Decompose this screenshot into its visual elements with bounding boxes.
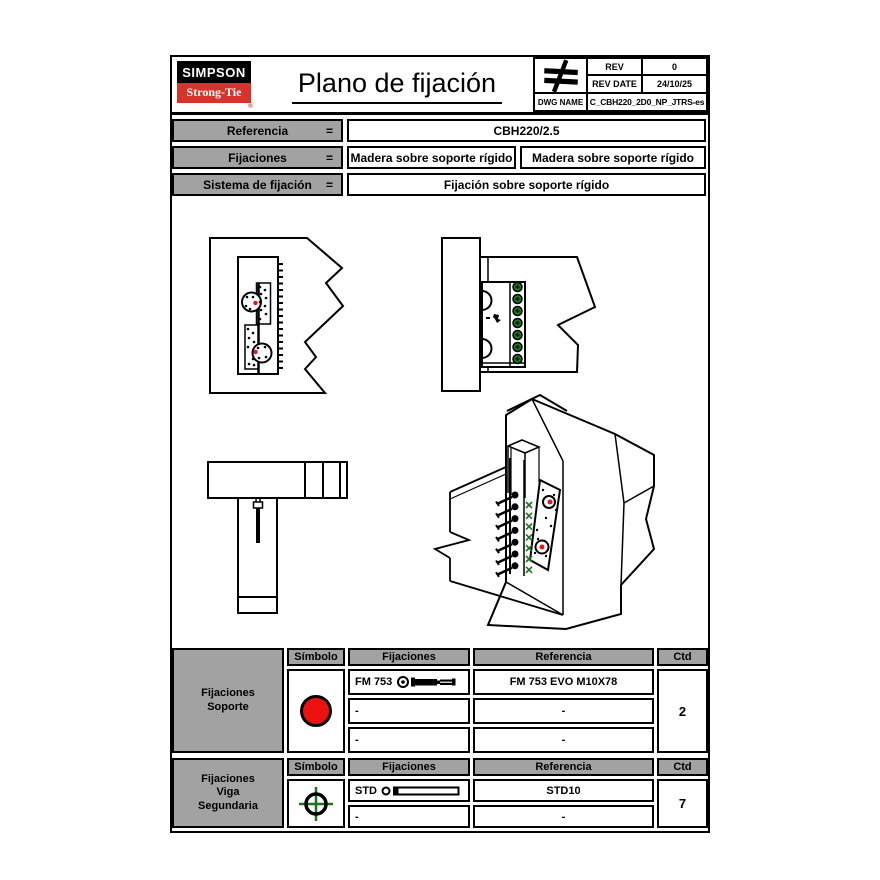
rev-date-label: REV DATE	[588, 76, 641, 92]
isometric-view-drawing	[425, 398, 665, 630]
simpson-strongtie-logo	[177, 61, 253, 110]
symbol-cell-support	[287, 669, 345, 753]
col-header-fijaciones: Fijaciones	[348, 648, 470, 666]
fixing-cell: FM 753	[348, 669, 470, 695]
side-view-drawing	[437, 235, 615, 415]
fixings-table-beam	[172, 755, 708, 831]
col-header-fijaciones: Fijaciones	[348, 758, 470, 776]
dwg-name-value: C_CBH220_2D0_NP_JTRS-es	[588, 94, 706, 110]
anchor-bolt-icon	[396, 675, 460, 689]
info-label-fijaciones: Fijaciones =	[172, 146, 343, 169]
equals-sign: =	[325, 177, 333, 192]
logo-strongtie: Strong-Tie ®	[177, 83, 251, 103]
logo-simpson: SIMPSON	[177, 61, 251, 83]
drawing-sheet	[170, 55, 710, 833]
reference-cell: -	[473, 698, 654, 724]
col-header-referencia: Referencia	[473, 648, 654, 666]
group-label-support: Fijaciones Soporte	[172, 648, 284, 753]
info-value-fijaciones-2: Madera sobre soporte rígido	[520, 146, 706, 169]
fixing-cell: STD	[348, 779, 470, 802]
col-header-referencia: Referencia	[473, 758, 654, 776]
rev-date-value: 24/10/25	[643, 76, 706, 92]
reference-cell: -	[473, 805, 654, 828]
fixing-cell: -	[348, 727, 470, 753]
reference-cell: -	[473, 727, 654, 753]
top-view-drawing	[205, 458, 350, 618]
rev-label: REV	[588, 59, 641, 74]
equals-sign: =	[325, 150, 333, 165]
fixings-table-support	[172, 645, 708, 755]
fixing-cell: -	[348, 698, 470, 724]
dwg-name-label: DWG NAME	[535, 94, 586, 110]
col-header-simbolo: Símbolo	[287, 648, 345, 666]
info-label-sistema: Sistema de fijación =	[172, 173, 343, 196]
registered-mark: ®	[247, 102, 253, 110]
reference-cell: FM 753 EVO M10X78	[473, 669, 654, 695]
equals-sign: =	[325, 123, 333, 138]
qty-cell-beam: 7	[657, 779, 708, 828]
green-crosshair-symbol	[297, 785, 335, 823]
info-value-sistema: Fijación sobre soporte rígido	[347, 173, 706, 196]
qty-cell-support: 2	[657, 669, 708, 753]
col-header-ctd: Ctd	[657, 758, 708, 776]
info-label-referencia: Referencia =	[172, 119, 343, 142]
reference-cell: STD10	[473, 779, 654, 802]
info-table	[172, 115, 708, 198]
group-label-beam: Fijaciones Viga Segundaria	[172, 758, 284, 828]
not-equal-icon	[535, 59, 586, 92]
revision-table	[533, 57, 708, 112]
symbol-cell-beam	[287, 779, 345, 828]
info-value-fijaciones-1: Madera sobre soporte rígido	[347, 146, 516, 169]
col-header-simbolo: Símbolo	[287, 758, 345, 776]
page-title: Plano de fijación	[290, 68, 504, 104]
red-circle-symbol	[300, 695, 332, 727]
title-block	[172, 57, 708, 115]
plan-view-drawing	[205, 235, 395, 405]
fixing-cell: -	[348, 805, 470, 828]
rev-value: 0	[643, 59, 706, 74]
col-header-ctd: Ctd	[657, 648, 708, 666]
drawing-area	[172, 198, 708, 645]
info-value-referencia: CBH220/2.5	[347, 119, 706, 142]
screw-icon	[381, 785, 461, 797]
